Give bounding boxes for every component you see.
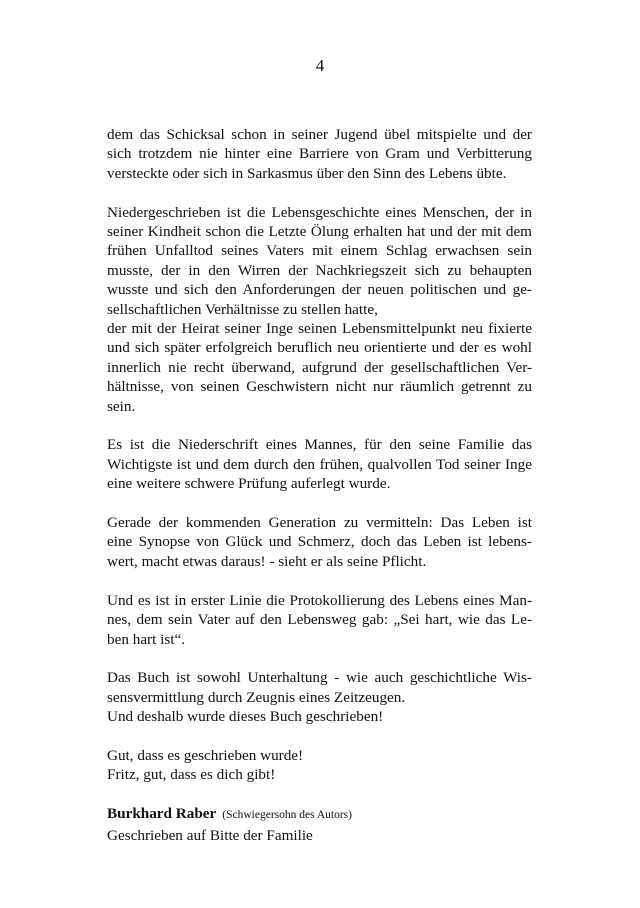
text-line: und sich später erfolgreich beruflich neu orientierte und der es wohl bbox=[107, 339, 532, 357]
text-line: wert, macht etwas daraus! - sieht er als seine Pflicht. bbox=[107, 552, 427, 570]
text-line: eine Synopse von Glück und Schmerz, doch das Leben ist lebens- bbox=[107, 533, 532, 551]
text-line: Und es ist in erster Linie die Protokollierung des Lebens eines Man- bbox=[107, 591, 532, 609]
text-line: frühen Unfalltod seines Vaters mit einem Schlag erwachsen sein bbox=[107, 242, 532, 260]
text-line: Gerade der kommenden Generation zu vermitteln: Das Leben ist bbox=[107, 514, 532, 532]
signature-block bbox=[107, 804, 532, 845]
text-line: der mit der Heirat seiner Inge seinen Lebensmittelpunkt neu fixierte bbox=[107, 320, 532, 338]
text-line: ben hart ist“. bbox=[107, 630, 186, 648]
text-line: Das Buch ist sowohl Unterhaltung - wie auch geschichtliche Wis- bbox=[107, 669, 532, 687]
text-line: nes, dem sein Vater auf den Lebensweg gab: „Sei hart, wie das Le- bbox=[107, 611, 532, 629]
signature-note: (Schwiegersohn des Autors) bbox=[222, 809, 352, 822]
page-number: 4 bbox=[315, 56, 325, 75]
text-line: sich trotzdem nie hinter eine Barriere von Gram und Verbitterung bbox=[107, 145, 532, 163]
text-line: innerlich nie recht überwand, aufgrund der gesellschaftlichen Ver- bbox=[107, 358, 532, 376]
text-line: Gut, dass es geschrieben wurde! bbox=[107, 746, 304, 764]
text-line: wusste und sich den Anforderungen der neuen politischen und ge- bbox=[107, 281, 532, 299]
signature-subline: Geschrieben auf Bitte der Familie bbox=[107, 826, 313, 844]
paragraph bbox=[107, 746, 532, 785]
text-line: Wichtigste ist und dem durch den frühen, qualvollen Tod seiner Inge bbox=[107, 455, 532, 473]
paragraph bbox=[107, 668, 532, 726]
paragraph bbox=[107, 435, 532, 493]
text-line: hältnisse, von seinen Geschwistern nicht nur räumlich getrennt zu bbox=[107, 378, 532, 396]
text-line: eine weitere schwere Prüfung auferlegt wurde. bbox=[107, 475, 391, 493]
paragraph-list bbox=[107, 125, 532, 785]
text-line: sein. bbox=[107, 397, 136, 415]
text-line: Und deshalb wurde dieses Buch geschrieben! bbox=[107, 708, 384, 726]
paragraph bbox=[107, 125, 532, 183]
text-line: sellschaftlichen Verhältnisse zu stellen hatte, bbox=[107, 300, 378, 318]
paragraph bbox=[107, 203, 532, 416]
text-line: dem das Schicksal schon in seiner Jugend übel mitspielte und der bbox=[107, 126, 532, 143]
paragraph bbox=[107, 513, 532, 571]
signature-line bbox=[107, 804, 532, 825]
document-body bbox=[107, 125, 532, 845]
text-line: Niedergeschrieben ist die Lebensgeschichte eines Menschen, der in bbox=[107, 203, 532, 221]
text-line: seiner Kindheit schon die Letzte Ölung erhalten hat und der mit dem bbox=[107, 223, 532, 241]
text-line: Fritz, gut, dass es dich gibt! bbox=[107, 766, 276, 784]
text-line: versteckte oder sich in Sarkasmus über den Sinn des Lebens übte. bbox=[107, 164, 507, 182]
text-line: sensvermittlung durch Zeugnis eines Zeitzeugen. bbox=[107, 688, 406, 706]
text-line: Es ist die Niederschrift eines Mannes, für den seine Familie das bbox=[107, 436, 532, 454]
paragraph bbox=[107, 591, 532, 649]
text-line: musste, der in den Wirren der Nachkriegszeit sich zu behaupten bbox=[107, 261, 532, 279]
signature-name: Burkhard Raber bbox=[107, 805, 217, 823]
